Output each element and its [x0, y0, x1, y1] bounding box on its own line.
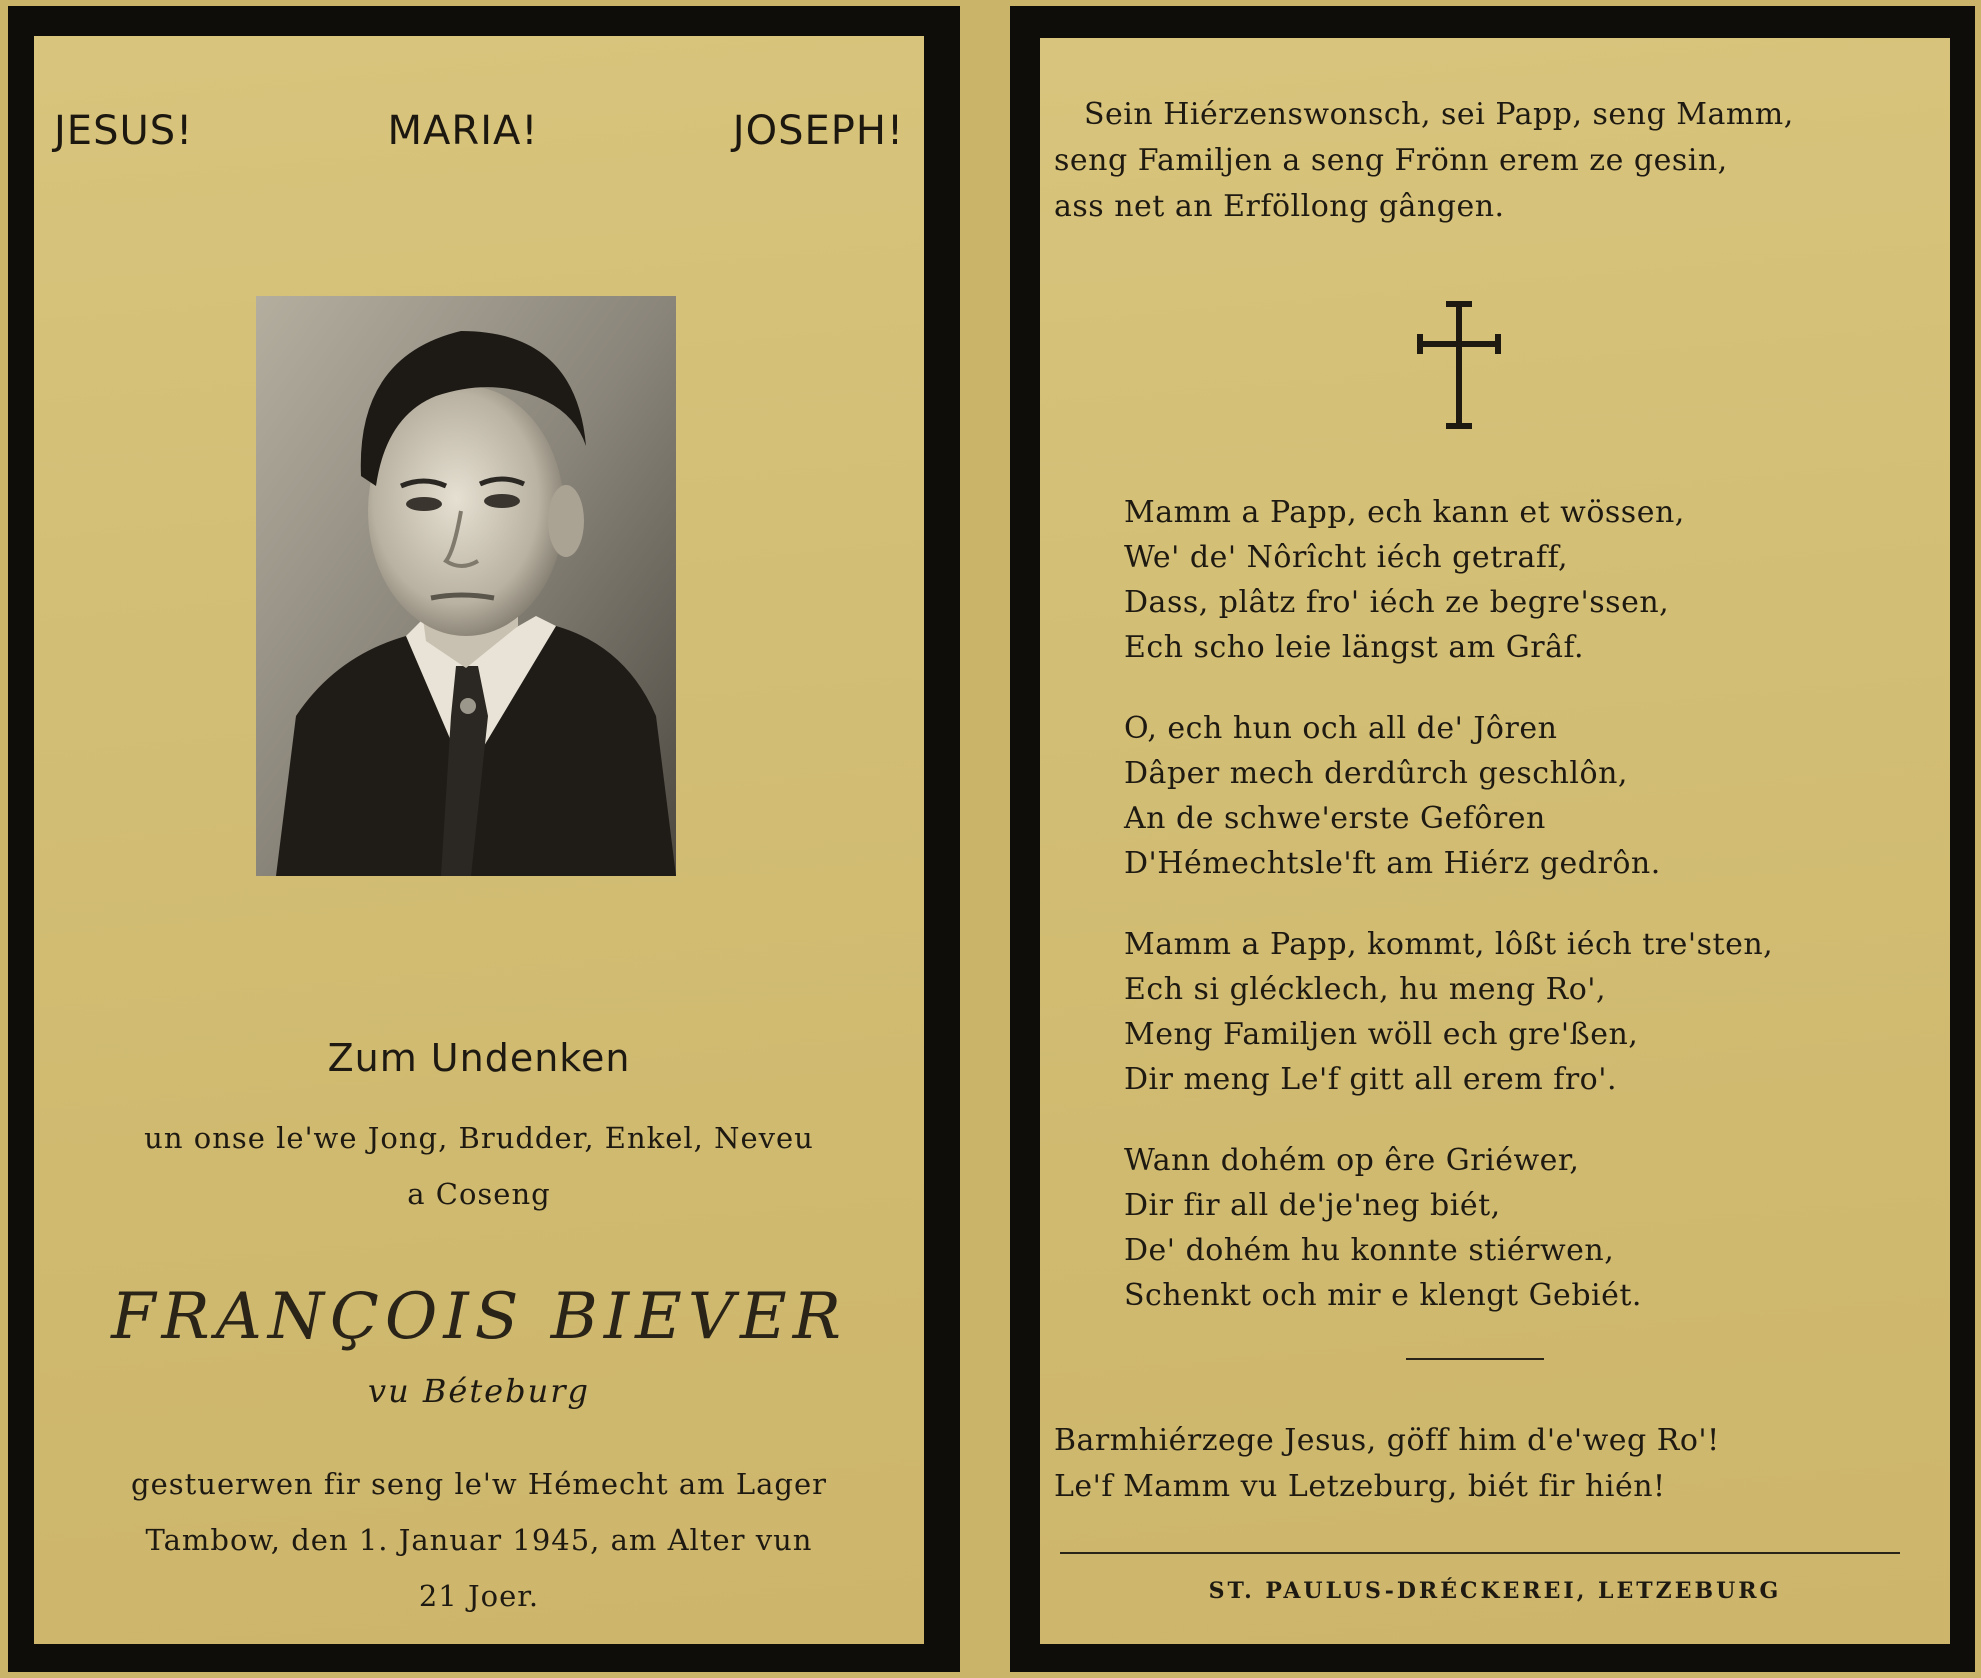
dedication-line: un onse le'we Jong, Brudder, Enkel, Neveu	[144, 1121, 814, 1155]
intro-line: Sein Hiérzenswonsch, sei Papp, seng Mamm,	[1084, 97, 1794, 132]
poem-line: Meng Familjen wöll ech gre'ßen,	[1124, 1017, 1639, 1052]
poem-stanza	[1124, 706, 1930, 886]
intro-paragraph	[1054, 92, 1928, 230]
poem-line: Wann dohém op êre Griéwer,	[1124, 1143, 1580, 1178]
poem-line: De' dohém hu konnte stiérwen,	[1124, 1233, 1615, 1268]
poem-line: O, ech hun och all de' Jôren	[1124, 711, 1558, 746]
invocation-maria: MARIA!	[387, 108, 539, 154]
prayer-line: Barmhiérzege Jesus, göff him d'e'weg Ro'!	[1054, 1423, 1720, 1458]
dedication-line: a Coseng	[407, 1177, 551, 1211]
poem-stanza	[1124, 490, 1930, 670]
portrait-illustration	[256, 296, 676, 876]
poem-line: Ech scho leie längst am Grâf.	[1124, 630, 1585, 665]
footer-divider	[1060, 1552, 1900, 1554]
death-notice-line: Tambow, den 1. Januar 1945, am Alter vun	[145, 1523, 813, 1557]
closing-prayer	[1054, 1418, 1930, 1510]
intro-line: seng Familjen a seng Frönn erem ze gesin,	[1054, 143, 1728, 178]
prayer-line: Le'f Mamm vu Letzeburg, biét fir hién!	[1054, 1469, 1666, 1504]
poem-divider	[1406, 1358, 1544, 1360]
cross-icon	[1416, 300, 1502, 430]
poem-line: Dir fir all de'je'neg biét,	[1124, 1188, 1501, 1223]
dedication-text	[58, 1110, 900, 1222]
memorial-card-front	[8, 6, 960, 1672]
death-notice	[58, 1456, 900, 1624]
poem-stanza	[1124, 922, 1930, 1102]
portrait-photo	[256, 296, 676, 876]
printer-imprint: ST. PAULUS-DRÉCKEREI, LETZEBURG	[1208, 1578, 1782, 1604]
poem-line: We' de' Nôrîcht iéch getraff,	[1124, 540, 1569, 575]
invocation-joseph: JOSEPH!	[732, 108, 904, 154]
poem-stanza	[1124, 1138, 1930, 1318]
deceased-name: FRANÇOIS BIEVER	[111, 1280, 847, 1354]
poem	[1124, 490, 1930, 1354]
card-back-paper	[1040, 38, 1950, 1644]
death-notice-line: gestuerwen fir seng le'w Hémecht am Lager	[131, 1467, 827, 1501]
invocations-row	[54, 108, 904, 154]
poem-line: D'Hémechtsle'ft am Hiérz gedrôn.	[1124, 846, 1661, 881]
poem-line: Mamm a Papp, ech kann et wössen,	[1124, 495, 1685, 530]
death-notice-line: 21 Joer.	[418, 1579, 540, 1613]
poem-line: Mamm a Papp, kommt, lôßt iéch tre'sten,	[1124, 927, 1774, 962]
poem-line: Dir meng Le'f gitt all erem fro'.	[1124, 1062, 1618, 1097]
poem-line: Dass, plâtz fro' iéch ze begre'ssen,	[1124, 585, 1670, 620]
hometown: vu Béteburg	[368, 1372, 590, 1410]
card-front-paper	[34, 36, 924, 1644]
poem-line: Ech si glécklech, hu meng Ro',	[1124, 972, 1607, 1007]
invocation-jesus: JESUS!	[54, 108, 194, 154]
memorial-heading: Zum Undenken	[327, 1036, 631, 1080]
intro-line: ass net an Erföllong gângen.	[1054, 189, 1505, 224]
poem-line: Dâper mech derdûrch geschlôn,	[1124, 756, 1628, 791]
memorial-card-back	[1010, 6, 1975, 1672]
poem-line: Schenkt och mir e klengt Gebiét.	[1124, 1278, 1642, 1313]
poem-line: An de schwe'erste Gefôren	[1124, 801, 1546, 836]
